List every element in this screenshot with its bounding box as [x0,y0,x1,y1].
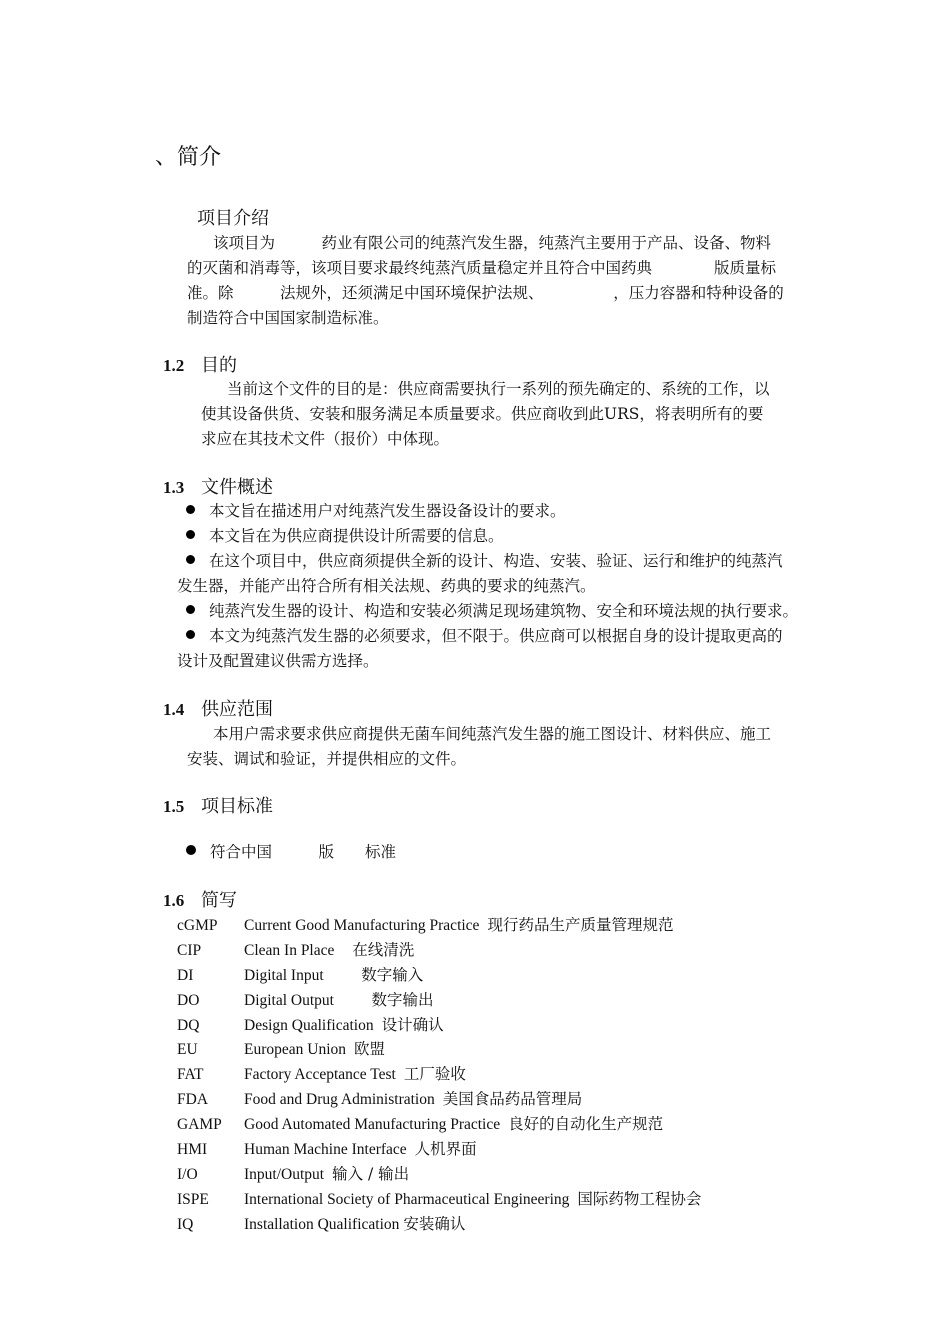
table-row [177,963,701,988]
section-title: 项目标准 [201,796,273,817]
section-1-1-line: 的灭菌和消毒等，该项目要求最终纯蒸汽质量稳定并且符合中国药典 版质量标 [187,259,777,277]
section-title: 文件概述 [201,477,273,498]
section-number: 1.5 [163,797,185,816]
table-row [177,1112,701,1137]
abbr-key: I/O [177,1165,198,1183]
section-1-2-heading [163,351,237,377]
abbr-english: Current Good Manufacturing Practice [244,917,480,934]
table-row [177,988,701,1013]
abbr-english: Food and Drug Administration [244,1091,435,1109]
bullet-dot-icon [186,555,195,564]
section-1-5-heading [163,792,273,818]
abbr-english: International Society of Pharmaceutical Engineering [244,1190,570,1208]
abbr-english: Human Machine Interface [244,1141,407,1159]
table-row [177,938,701,963]
bullet-dot-icon [186,530,195,539]
document-title: 、简介 [155,145,222,170]
abbr-chinese: 国际药物工程协会 [577,1189,702,1208]
bullet-text: 符合中国 版 标准 [210,843,397,861]
table-row [177,1212,701,1237]
abbr-key: CIP [177,941,202,959]
bullet-text: 本文旨在为供应商提供设计所需要的信息。 [209,527,504,545]
abbr-chinese: 现行药品生产质量管理规范 [487,916,674,934]
abbr-chinese: 美国食品药品管理局 [442,1090,583,1109]
abbr-chinese: 数字输出 [341,990,434,1009]
table-row [177,1037,701,1062]
abbr-key: cGMP [177,917,218,934]
table-row [177,1137,701,1162]
table-row [177,1013,701,1038]
section-number: 1.4 [163,700,185,719]
abbr-english: Input/Output [244,1165,325,1183]
section-1-6-heading [163,886,237,912]
abbr-key: DQ [177,1016,200,1034]
abbreviation-table [177,913,701,1237]
abbr-chinese: 工厂验收 [403,1065,466,1084]
abbr-key: DI [177,966,194,984]
abbr-chinese: 输入 / 输出 [332,1164,410,1183]
section-1-1-heading: 项目介绍 [197,208,269,229]
table-row [177,1187,701,1212]
section-number: 1.3 [163,478,185,497]
abbr-key: IQ [177,1215,194,1233]
abbr-chinese: 设计确认 [381,1015,444,1034]
bullet-text: 本文为纯蒸汽发生器的必须要求，但不限于。供应商可以根据自身的设计提取更高的 [209,627,783,645]
bullet-item [177,524,817,549]
abbr-chinese: 在线清洗 [342,940,415,959]
abbr-chinese: 良好的自动化生产规范 [508,1115,664,1134]
bullet-item [177,499,817,524]
section-1-2-line: 求应在其技术文件（报价）中体现。 [201,430,450,448]
section-1-3-bullets [177,499,817,674]
section-1-1-line: 制造符合中国国家制造标准。 [187,309,389,327]
bullet-dot-icon [186,845,196,855]
section-1-4-line: 安装、调试和验证，并提供相应的文件。 [187,750,467,768]
section-1-4-heading [163,695,273,721]
table-row [177,1087,701,1112]
section-title: 供应范围 [201,699,273,720]
section-1-5-bullet [186,840,396,865]
abbr-english: Good Automated Manufacturing Practice [244,1116,501,1134]
bullet-text: 本文旨在描述用户对纯蒸汽发生器设备设计的要求。 [209,502,566,520]
section-number: 1.6 [163,891,185,910]
abbr-key: EU [177,1041,198,1059]
section-1-1-body [187,231,812,331]
bullet-continuation: 发生器，并能产出符合所有相关法规、药典的要求的纯蒸汽。 [177,577,596,595]
section-title: 目的 [201,355,237,376]
section-1-4-body [187,722,812,772]
bullet-item [177,624,817,649]
abbr-english: Design Qualification [244,1016,374,1034]
bullet-item [177,549,817,574]
bullet-dot-icon [186,605,195,614]
abbr-english: Clean In Place [244,941,335,959]
section-title: 简写 [201,890,237,911]
abbr-english: Digital Input [244,966,324,984]
abbr-chinese: 欧盟 [354,1040,386,1059]
section-number: 1.2 [163,356,185,375]
section-1-4-line: 本用户需求要求供应商提供无菌车间纯蒸汽发生器的施工图设计、材料供应、施工 [213,725,772,743]
abbr-english: European Union [244,1041,347,1059]
bullet-text: 纯蒸汽发生器的设计、构造和安装必须满足现场建筑物、安全和环境法规的执行要求。 [209,602,799,620]
section-1-2-line: 当前这个文件的目的是：供应商需要执行一系列的预先确定的、系统的工作，以 [227,380,770,398]
abbr-chinese: 数字输入 [331,965,424,984]
section-1-2-line: 使其设备供货、安装和服务满足本质量要求。供应商收到此URS，将表明所有的要 [201,405,764,423]
abbr-key: DO [177,991,200,1009]
abbr-english: Factory Acceptance Test [244,1066,396,1084]
section-1-3-heading [163,473,273,499]
abbr-key: ISPE [177,1190,209,1208]
abbr-chinese: 人机界面 [414,1140,477,1159]
bullet-continuation: 设计及配置建议供需方选择。 [177,652,379,670]
abbr-key: HMI [177,1141,208,1159]
table-row [177,1162,701,1187]
section-1-1-line: 准。除 法规外，还须满足中国环境保护法规、 ，压力容器和特种设备的 [187,284,784,302]
bullet-dot-icon [186,630,195,639]
bullet-dot-icon [186,505,195,514]
abbr-chinese: 安装确认 [403,1214,466,1233]
bullet-text: 在这个项目中，供应商须提供全新的设计、构造、安装、验证、运行和维护的纯蒸汽 [209,552,783,570]
abbr-english: Installation Qualification [244,1215,400,1233]
table-row [177,913,701,938]
section-1-2-body [201,377,813,452]
abbr-key: FAT [177,1066,204,1084]
abbr-english: Digital Output [244,991,334,1009]
table-row [177,1062,701,1087]
abbr-key: FDA [177,1091,209,1109]
abbr-key: GAMP [177,1116,222,1134]
bullet-item [177,599,817,624]
section-1-1-line: 该项目为 药业有限公司的纯蒸汽发生器，纯蒸汽主要用于产品、设备、物料 [213,234,772,252]
